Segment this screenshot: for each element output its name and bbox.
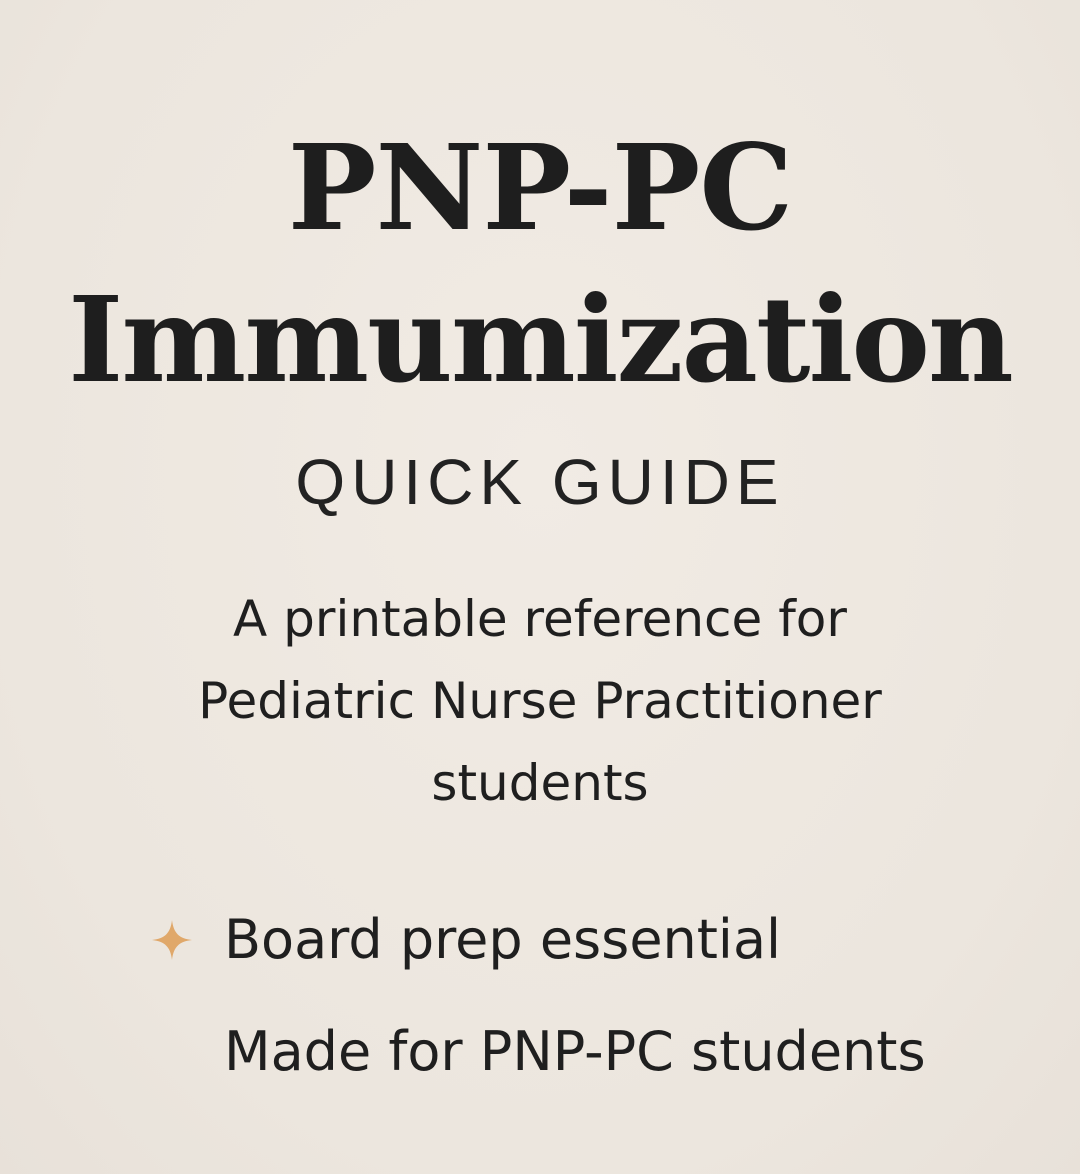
- list-item: [150, 996, 1050, 1108]
- title-line-2: Immumization: [68, 270, 1012, 409]
- description: [0, 578, 1080, 824]
- feature-list: [150, 884, 1050, 1108]
- list-item: [150, 884, 1050, 996]
- subtitle: QUICK GUIDE: [295, 446, 785, 518]
- description-line-2: Pediatric Nurse Practitioner: [198, 672, 882, 730]
- list-item-label: Board prep essential: [224, 908, 782, 971]
- title-line-1: PNP-PC: [287, 118, 793, 257]
- list-item-label: Made for PNP-PC students: [224, 1020, 926, 1083]
- sparkle-icon: [150, 918, 194, 962]
- description-line-3: students: [431, 754, 649, 812]
- description-line-1: A printable reference for: [233, 590, 847, 648]
